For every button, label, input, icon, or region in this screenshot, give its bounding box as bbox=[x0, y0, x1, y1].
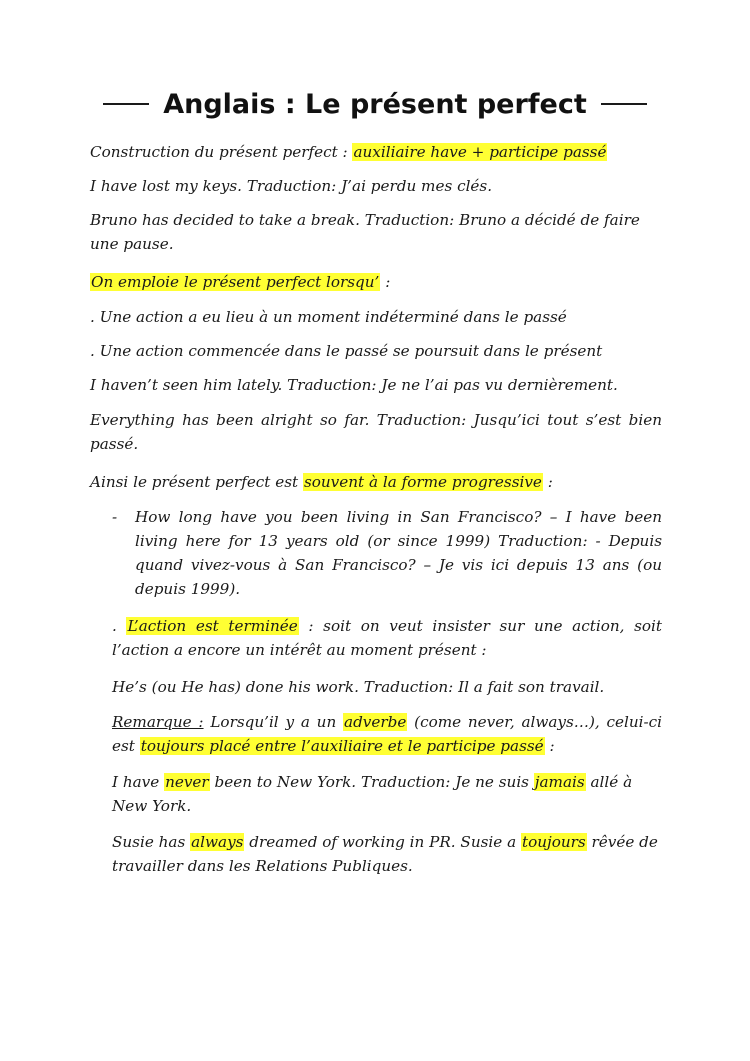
example-6 bbox=[112, 770, 662, 818]
remark-text-3: : bbox=[544, 737, 555, 755]
example-2: Bruno has decided to take a break. Traduction: Bruno a décidé de faire une pause. bbox=[90, 211, 640, 253]
example-7-text-3: rêvée de travailler dans les Relations Publiques. bbox=[112, 833, 658, 875]
example-4: Everything has been alright so far. Traduction: Jusqu’ici tout s’est bien passé. bbox=[90, 411, 662, 453]
example-7-highlight-toujours: toujours bbox=[521, 833, 586, 851]
remark-text-1: Lorsqu’il y a un bbox=[203, 713, 344, 731]
construction-line bbox=[90, 140, 662, 164]
example-7-highlight-always: always bbox=[191, 833, 244, 851]
page-title: Anglais : Le présent perfect bbox=[163, 88, 587, 120]
bullet-text: How long have you been living in San Francisco? – I have been living here for 13 years old (or since 1999) Traduction: - Depuis quand vivez-vous à San Francisco? – Je vis ici depuis 13 ans (ou depuis 1999). bbox=[135, 508, 662, 598]
example-5: He’s (ou He has) done his work. Traduction: Il a fait son travail. bbox=[112, 678, 605, 696]
usage-item-2: . Une action commencée dans le passé se poursuit dans le présent bbox=[90, 342, 603, 360]
bullet-dash: - bbox=[112, 508, 118, 526]
usage-heading-suffix: : bbox=[380, 273, 391, 291]
example-7 bbox=[112, 830, 662, 878]
usage-heading-highlight: On emploie le présent perfect lorsqu’ bbox=[91, 273, 380, 291]
example-6-text-3: allé à New York. bbox=[112, 773, 633, 815]
example-7-text-1: Susie has bbox=[112, 833, 191, 851]
title-row bbox=[90, 82, 660, 126]
progressive-bullet bbox=[112, 505, 662, 601]
remark-highlight-adverbe: adverbe bbox=[344, 713, 407, 731]
terminated-highlight: L’action est terminée bbox=[127, 617, 298, 635]
title-rule-right bbox=[601, 103, 647, 105]
remark-text-2: (come never, always…), celui-ci est bbox=[112, 713, 663, 755]
example-3: I haven’t seen him lately. Traduction: Je ne l’ai pas vu dernièrement. bbox=[90, 376, 618, 394]
example-1: I have lost my keys. Traduction: J’ai perdu mes clés. bbox=[90, 177, 493, 195]
progressive-highlight: souvent à la forme progressive bbox=[303, 473, 542, 491]
progressive-line bbox=[90, 470, 662, 494]
terminated-prefix: . bbox=[112, 617, 127, 635]
example-7-text-2: dreamed of working in PR. Susie a bbox=[244, 833, 521, 851]
remark bbox=[112, 710, 662, 758]
construction-highlight: auxiliaire have + participe passé bbox=[353, 143, 607, 161]
remark-label: Remarque : bbox=[112, 713, 204, 731]
progressive-suffix: : bbox=[542, 473, 553, 491]
example-6-highlight-jamais: jamais bbox=[534, 773, 585, 791]
example-6-text-1: I have bbox=[112, 773, 165, 791]
construction-text: Construction du présent perfect : bbox=[90, 143, 353, 161]
terminated-text: : soit on veut insister sur une action, soit l’action a encore un intérêt au moment présent : bbox=[112, 617, 663, 659]
terminated-line bbox=[112, 614, 662, 662]
usage-heading bbox=[90, 270, 662, 294]
remark-highlight-rule: toujours placé entre l’auxiliaire et le participe passé bbox=[140, 737, 544, 755]
example-6-highlight-never: never bbox=[165, 773, 209, 791]
title-rule-left bbox=[103, 103, 149, 105]
example-6-text-2: been to New York. Traduction: Je ne suis bbox=[209, 773, 534, 791]
usage-item-1: . Une action a eu lieu à un moment indéterminé dans le passé bbox=[90, 308, 567, 326]
progressive-text: Ainsi le présent perfect est bbox=[90, 473, 303, 491]
